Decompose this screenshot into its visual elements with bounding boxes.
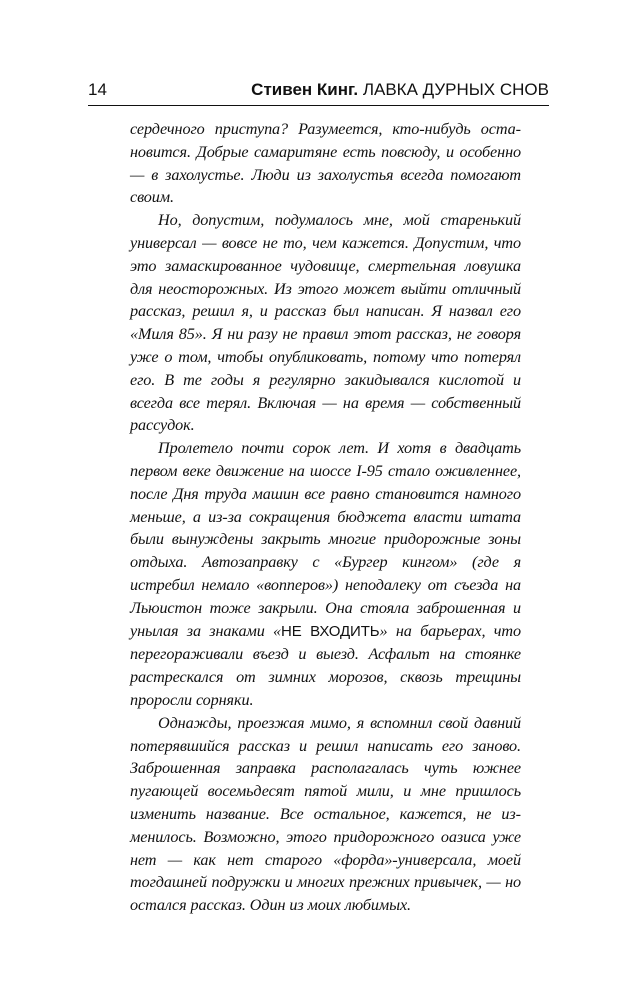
book-title: ЛАВКА ДУРНЫХ СНОВ (362, 80, 549, 99)
header-rule (88, 105, 549, 106)
paragraph-4: Однажды, проезжая мимо, я вспомнил свой давний потерявшийся рассказ и решил написать его заново. Заброшенная заправка располагалась чуть южнее пугающей восемьдесят пятой мили, и мне пришлось изменить название. Все остальное, кажется, не изменилось. Возможно, этого придорожного оазиса уже нет — как нет старого «форда»-универсала, моей тогдашней подружки и многих прежних привычек, — но остался рассказ. Один из моих любимых. (130, 713, 521, 915)
no-entry-sign-text: НЕ ВХОДИТЬ (281, 622, 380, 640)
body-text (130, 118, 521, 917)
paragraph-2: Но, допустим, подумалось мне, мой старенький универсал — вовсе не то, чем кажется. Допустим, что это замаскированное чудовище, смертельная ловушка для неосторожных. Из этого может выйти отличный рассказ, решил я, и рассказ был написан. Я назвал его «Миля 85». Я ни разу не правил этот рассказ, не говоря уже о том, чтобы опубликовать, потому что потерял его. В те годы я регулярно закидывался кислотой и всегда все терял. Включая — на время — собственный рассудок. (130, 211, 521, 435)
paragraph-3-part-2: » на барьерах, что перегораживали въезд и выезд. Асфальт на стоянке растрескался от зимних морозов, сквозь трещины проросли сорняки. (130, 621, 521, 709)
running-head (88, 78, 549, 102)
paragraph-3-part-1: Пролетело почти сорок лет. И хотя в двадцать первом веке движение на шоссе I-95 стало оживленнее, после Дня труда машин все равно становится намного меньше, а из-за сокращения бюджета власти штата были вынуждены закрыть многие придорожные зоны отдыха. Автозаправку с «Бургер кингом» (где я истребил немало «вопперов») неподалеку от съезда на Льюистон тоже закрыли. Она стояла заброшенная и унылая за знаками « (130, 439, 521, 640)
paragraph-3 (130, 437, 521, 712)
page-number: 14 (88, 80, 107, 99)
book-title-line (251, 78, 549, 102)
author-name: Стивен Кинг. (251, 80, 359, 99)
paragraph-1: сердечного приступа? Разумеется, кто-нибудь остановится. Добрые самаритяне есть повсюду, и особенно — в захолустье. Люди из захолустья всегда помогают своим. (130, 120, 521, 207)
